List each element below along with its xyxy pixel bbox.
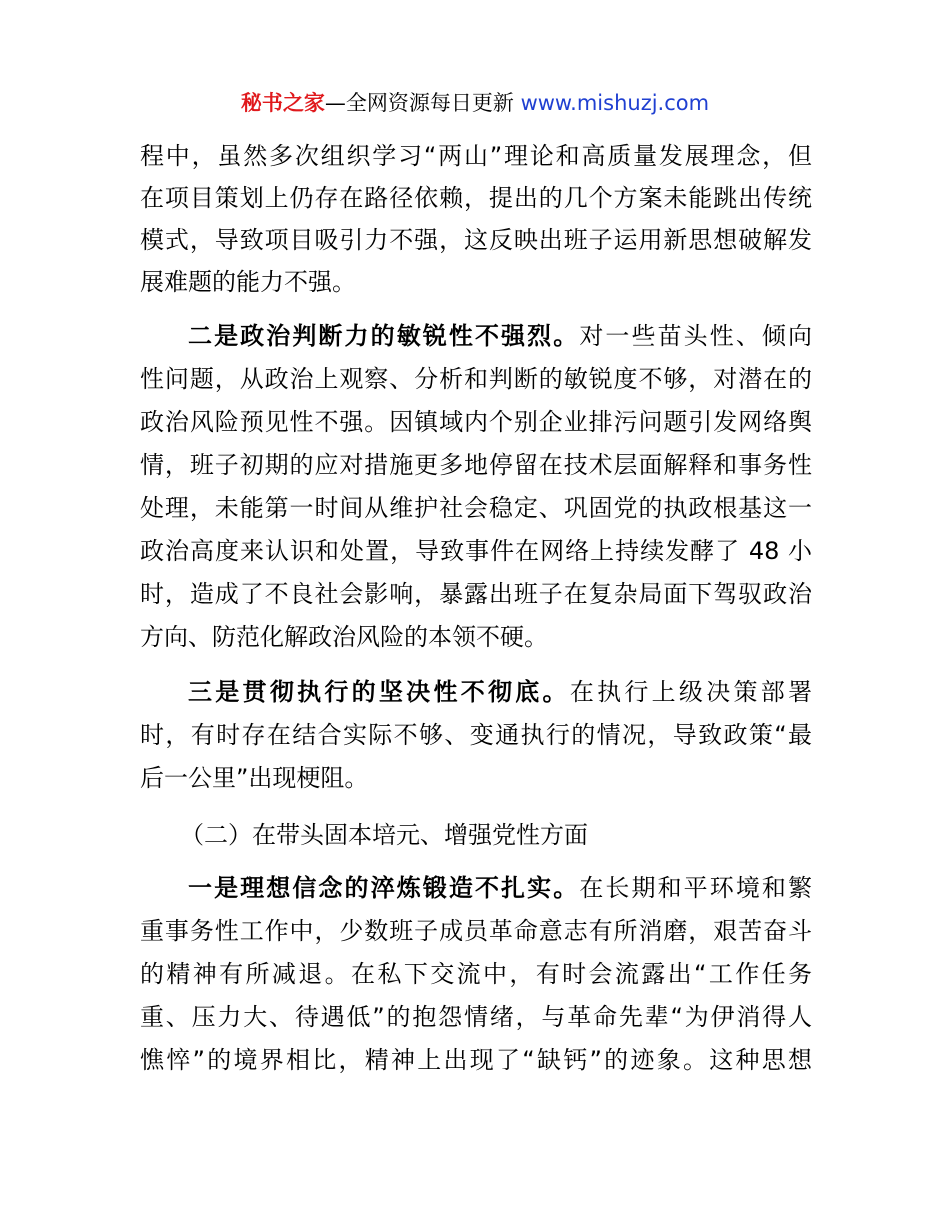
text-line: 方向、防范化解政治风险的本领不硬。 — [140, 623, 548, 651]
text-line: 政治风险预见性不强。因镇域内个别企业排污问题引发网络舆 — [140, 408, 812, 436]
text-line: 重事务性工作中，少数班子成员革命意志有所消磨，艰苦奋斗 — [140, 917, 812, 945]
site-header — [0, 88, 950, 118]
text-line: 的精神有所减退。在私下交流中，有时会流露出“工作任务 — [140, 960, 812, 988]
site-tagline: —全网资源每日更新 — [324, 91, 521, 115]
site-url[interactable]: www.mishuzj.com — [520, 91, 710, 115]
text-line: 展难题的能力不强。 — [140, 268, 356, 296]
paragraph-heading-line: 三是贯彻执行的坚决性不彻底。在执行上级决策部署 — [188, 678, 813, 706]
paragraph-heading-line: 二是政治判断力的敏锐性不强烈。对一些苗头性、倾向 — [188, 322, 813, 350]
text-line: 处理，未能第一时间从维护社会稳定、巩固党的执政根基这一 — [140, 494, 812, 522]
text-line: 性问题，从政治上观察、分析和判断的敏锐度不够，对潜在的 — [140, 365, 812, 393]
text-line: 模式，导致项目吸引力不强，这反映出班子运用新思想破解发 — [140, 226, 812, 254]
text-line: 程中，虽然多次组织学习“两山”理论和高质量发展理念，但 — [140, 142, 812, 170]
paragraph-heading: 一是理想信念的淬炼锻造不扎实。 — [188, 874, 580, 902]
text-line: 时，有时存在结合实际不够、变通执行的情况，导致政策“最 — [140, 721, 812, 749]
text-line: 在项目策划上仍存在路径依赖，提出的几个方案未能跳出传统 — [140, 184, 812, 212]
paragraph-heading: 三是贯彻执行的坚决性不彻底。 — [188, 678, 570, 706]
section-heading: （二）在带头固本培元、增强党性方面 — [180, 821, 588, 849]
text-line: 憔悴”的境界相比，精神上出现了“缺钙”的迹象。这种思想 — [140, 1046, 812, 1074]
paragraph-heading: 二是政治判断力的敏锐性不强烈。 — [188, 322, 580, 350]
text-line: 时，造成了不良社会影响，暴露出班子在复杂局面下驾驭政治 — [140, 580, 812, 608]
text-line: 重、压力大、待遇低”的抱怨情绪，与革命先辈“为伊消得人 — [140, 1003, 812, 1031]
site-name: 秘书之家 — [240, 91, 325, 115]
paragraph-heading-line: 一是理想信念的淬炼锻造不扎实。在长期和平环境和繁 — [188, 874, 813, 902]
text-line: 情，班子初期的应对措施更多地停留在技术层面解释和事务性 — [140, 451, 812, 479]
text-line: 后一公里”出现梗阻。 — [140, 764, 369, 792]
text-line: 政治高度来认识和处置，导致事件在网络上持续发酵了 48 小 — [140, 537, 812, 565]
